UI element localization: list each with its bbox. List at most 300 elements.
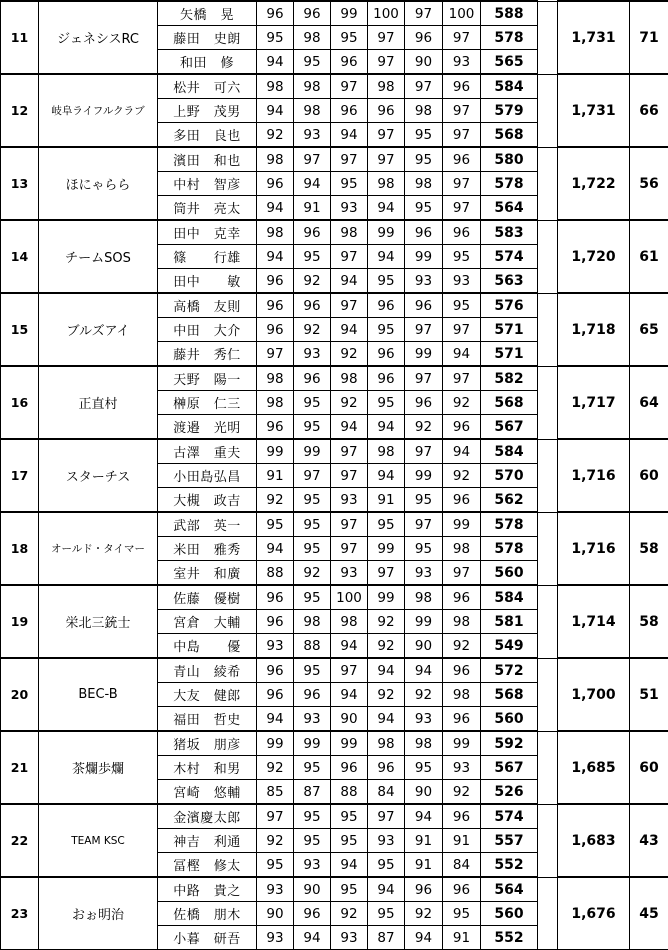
series-score: 96 <box>257 1 294 26</box>
series-score: 94 <box>368 707 405 732</box>
team-total: 1,718 <box>558 293 630 366</box>
series-score: 97 <box>331 464 368 488</box>
shooter-total: 578 <box>481 512 538 537</box>
series-score: 98 <box>294 99 331 123</box>
spacer-cell <box>538 147 558 172</box>
series-score: 97 <box>443 99 481 123</box>
shooter-total: 552 <box>481 926 538 950</box>
series-score: 94 <box>331 269 368 294</box>
series-score: 92 <box>443 780 481 805</box>
series-score: 94 <box>443 342 481 367</box>
series-score: 98 <box>257 147 294 172</box>
series-score: 94 <box>257 707 294 732</box>
shooter-name: 青山 綾希 <box>158 658 257 683</box>
series-score: 92 <box>257 829 294 853</box>
shooter-name: 多田 良也 <box>158 123 257 148</box>
team-name: 岐阜ライフルクラブ <box>39 74 158 147</box>
series-score: 92 <box>331 902 368 926</box>
spacer-cell <box>538 610 558 634</box>
spacer-cell <box>538 877 558 902</box>
series-score: 98 <box>257 366 294 391</box>
series-score: 96 <box>294 902 331 926</box>
team-total: 1,720 <box>558 220 630 293</box>
series-score: 99 <box>294 439 331 464</box>
series-score: 97 <box>368 147 405 172</box>
team-name: 正直村 <box>39 366 158 439</box>
shooter-total: 562 <box>481 488 538 513</box>
series-score: 88 <box>294 634 331 659</box>
spacer-cell <box>538 683 558 707</box>
shooter-total: 560 <box>481 707 538 732</box>
series-score: 98 <box>368 439 405 464</box>
series-score: 99 <box>257 439 294 464</box>
spacer-cell <box>538 366 558 391</box>
results-body <box>1 1 668 950</box>
shooter-total: 565 <box>481 50 538 75</box>
spacer-cell <box>538 804 558 829</box>
series-score: 96 <box>257 269 294 294</box>
shooter-name: 藤井 秀仁 <box>158 342 257 367</box>
series-score: 98 <box>368 172 405 196</box>
series-score: 99 <box>405 610 443 634</box>
series-score: 95 <box>331 829 368 853</box>
shooter-total: 563 <box>481 269 538 294</box>
shooter-name: 室井 和廣 <box>158 561 257 586</box>
series-score: 97 <box>405 439 443 464</box>
series-score: 95 <box>405 537 443 561</box>
series-score: 90 <box>405 50 443 75</box>
shooter-name: 冨樫 修太 <box>158 853 257 878</box>
series-score: 95 <box>294 658 331 683</box>
series-score: 98 <box>257 391 294 415</box>
series-score: 94 <box>368 658 405 683</box>
series-score: 92 <box>257 488 294 513</box>
series-score: 97 <box>331 439 368 464</box>
shooter-total: 578 <box>481 537 538 561</box>
team-total: 1,683 <box>558 804 630 877</box>
spacer-cell <box>538 537 558 561</box>
series-score: 94 <box>368 877 405 902</box>
series-score: 95 <box>331 172 368 196</box>
series-score: 95 <box>294 245 331 269</box>
spacer-cell <box>538 269 558 294</box>
series-score: 98 <box>405 585 443 610</box>
series-score: 100 <box>331 585 368 610</box>
series-score: 96 <box>405 26 443 50</box>
team-total: 1,731 <box>558 1 630 74</box>
shooter-total: 581 <box>481 610 538 634</box>
spacer-cell <box>538 99 558 123</box>
series-score: 97 <box>443 366 481 391</box>
series-score: 96 <box>443 877 481 902</box>
series-score: 99 <box>257 731 294 756</box>
series-score: 94 <box>331 318 368 342</box>
spacer-cell <box>538 123 558 148</box>
series-score: 96 <box>405 877 443 902</box>
series-score: 92 <box>368 610 405 634</box>
series-score: 92 <box>294 318 331 342</box>
team-total: 1,722 <box>558 147 630 220</box>
series-score: 91 <box>368 488 405 513</box>
series-score: 90 <box>294 877 331 902</box>
series-score: 98 <box>331 220 368 245</box>
series-score: 96 <box>368 293 405 318</box>
series-score: 99 <box>405 464 443 488</box>
team-total: 1,685 <box>558 731 630 804</box>
series-score: 96 <box>257 658 294 683</box>
series-score: 95 <box>331 804 368 829</box>
series-score: 97 <box>331 147 368 172</box>
shooter-name: 宮倉 大輔 <box>158 610 257 634</box>
shooter-total: 584 <box>481 585 538 610</box>
series-score: 98 <box>294 610 331 634</box>
series-score: 98 <box>443 537 481 561</box>
shooter-total: 578 <box>481 26 538 50</box>
series-score: 91 <box>405 829 443 853</box>
team-x-score: 71 <box>630 1 668 74</box>
series-score: 97 <box>331 245 368 269</box>
series-score: 94 <box>331 415 368 440</box>
series-score: 94 <box>331 123 368 148</box>
series-score: 95 <box>443 293 481 318</box>
team-x-score: 60 <box>630 439 668 512</box>
series-score: 96 <box>331 50 368 75</box>
series-score: 93 <box>443 269 481 294</box>
shooter-name: 猪坂 朋彦 <box>158 731 257 756</box>
series-score: 97 <box>443 318 481 342</box>
member-row <box>1 804 668 829</box>
series-score: 93 <box>331 561 368 586</box>
spacer-cell <box>538 780 558 805</box>
shooter-total: 568 <box>481 123 538 148</box>
series-score: 99 <box>405 342 443 367</box>
series-score: 97 <box>443 196 481 221</box>
team-total: 1,717 <box>558 366 630 439</box>
member-row <box>1 731 668 756</box>
member-row <box>1 512 668 537</box>
series-score: 97 <box>331 658 368 683</box>
series-score: 93 <box>405 707 443 732</box>
series-score: 94 <box>331 683 368 707</box>
shooter-total: 526 <box>481 780 538 805</box>
series-score: 91 <box>294 196 331 221</box>
series-score: 97 <box>368 804 405 829</box>
series-score: 90 <box>405 634 443 659</box>
member-row <box>1 147 668 172</box>
series-score: 97 <box>331 512 368 537</box>
shooter-total: 557 <box>481 829 538 853</box>
team-x-score: 58 <box>630 512 668 585</box>
series-score: 96 <box>294 293 331 318</box>
series-score: 96 <box>257 318 294 342</box>
series-score: 97 <box>443 561 481 586</box>
shooter-total: 584 <box>481 74 538 99</box>
series-score: 96 <box>294 683 331 707</box>
spacer-cell <box>538 391 558 415</box>
shooter-total: 578 <box>481 172 538 196</box>
shooter-name: 田中 克幸 <box>158 220 257 245</box>
shooter-name: 田中 敏 <box>158 269 257 294</box>
series-score: 88 <box>331 780 368 805</box>
series-score: 97 <box>405 1 443 26</box>
shooter-total: 564 <box>481 196 538 221</box>
series-score: 99 <box>331 1 368 26</box>
series-score: 96 <box>368 99 405 123</box>
team-name: おぉ明治 <box>39 877 158 950</box>
team-rank: 11 <box>1 1 39 74</box>
series-score: 98 <box>405 99 443 123</box>
team-rank: 20 <box>1 658 39 731</box>
series-score: 96 <box>405 293 443 318</box>
series-score: 97 <box>405 366 443 391</box>
series-score: 94 <box>368 196 405 221</box>
spacer-cell <box>538 220 558 245</box>
shooter-total: 570 <box>481 464 538 488</box>
series-score: 97 <box>257 342 294 367</box>
shooter-name: 米田 雅秀 <box>158 537 257 561</box>
series-score: 96 <box>443 415 481 440</box>
series-score: 97 <box>368 561 405 586</box>
team-rank: 16 <box>1 366 39 439</box>
series-score: 94 <box>405 658 443 683</box>
series-score: 93 <box>331 488 368 513</box>
series-score: 96 <box>443 220 481 245</box>
shooter-total: 592 <box>481 731 538 756</box>
team-rank: 15 <box>1 293 39 366</box>
spacer-cell <box>538 561 558 586</box>
series-score: 94 <box>257 99 294 123</box>
team-name: ジェネシスRC <box>39 1 158 74</box>
shooter-total: 568 <box>481 683 538 707</box>
series-score: 92 <box>331 391 368 415</box>
series-score: 96 <box>331 756 368 780</box>
spacer-cell <box>538 634 558 659</box>
series-score: 97 <box>294 147 331 172</box>
series-score: 97 <box>294 464 331 488</box>
series-score: 91 <box>443 926 481 950</box>
series-score: 96 <box>294 220 331 245</box>
series-score: 96 <box>257 415 294 440</box>
series-score: 91 <box>257 464 294 488</box>
team-rank: 14 <box>1 220 39 293</box>
spacer-cell <box>538 731 558 756</box>
series-score: 95 <box>294 585 331 610</box>
shooter-name: 佐橋 朋木 <box>158 902 257 926</box>
series-score: 93 <box>331 196 368 221</box>
series-score: 95 <box>294 391 331 415</box>
series-score: 99 <box>368 220 405 245</box>
team-total: 1,716 <box>558 439 630 512</box>
spacer-cell <box>538 829 558 853</box>
series-score: 96 <box>294 366 331 391</box>
shooter-total: 588 <box>481 1 538 26</box>
shooter-name: 高橋 友則 <box>158 293 257 318</box>
series-score: 95 <box>405 196 443 221</box>
team-x-score: 51 <box>630 658 668 731</box>
series-score: 96 <box>257 683 294 707</box>
series-score: 99 <box>294 731 331 756</box>
series-score: 94 <box>405 926 443 950</box>
series-score: 95 <box>368 318 405 342</box>
team-name: オールド・タイマー <box>39 512 158 585</box>
series-score: 94 <box>331 634 368 659</box>
series-score: 97 <box>405 512 443 537</box>
series-score: 93 <box>257 634 294 659</box>
series-score: 92 <box>257 756 294 780</box>
member-row <box>1 585 668 610</box>
team-total: 1,714 <box>558 585 630 658</box>
series-score: 95 <box>331 26 368 50</box>
series-score: 92 <box>443 464 481 488</box>
series-score: 92 <box>405 415 443 440</box>
series-score: 95 <box>294 804 331 829</box>
series-score: 98 <box>257 74 294 99</box>
shooter-name: 木村 和男 <box>158 756 257 780</box>
shooter-name: 宮崎 悠輔 <box>158 780 257 805</box>
spacer-cell <box>538 50 558 75</box>
series-score: 95 <box>405 488 443 513</box>
shooter-total: 552 <box>481 853 538 878</box>
series-score: 98 <box>331 366 368 391</box>
series-score: 94 <box>405 804 443 829</box>
series-score: 95 <box>368 269 405 294</box>
series-score: 98 <box>368 731 405 756</box>
series-score: 90 <box>257 902 294 926</box>
series-score: 96 <box>257 172 294 196</box>
series-score: 92 <box>368 683 405 707</box>
shooter-total: 576 <box>481 293 538 318</box>
shooter-total: 571 <box>481 342 538 367</box>
series-score: 92 <box>443 391 481 415</box>
series-score: 98 <box>405 172 443 196</box>
shooter-name: 大槻 政吉 <box>158 488 257 513</box>
team-x-score: 56 <box>630 147 668 220</box>
series-score: 99 <box>368 585 405 610</box>
shooter-total: 560 <box>481 902 538 926</box>
shooter-total: 572 <box>481 658 538 683</box>
series-score: 98 <box>405 731 443 756</box>
team-x-score: 43 <box>630 804 668 877</box>
series-score: 95 <box>294 756 331 780</box>
shooter-name: 武部 英一 <box>158 512 257 537</box>
shooter-total: 583 <box>481 220 538 245</box>
series-score: 94 <box>257 537 294 561</box>
team-name: BEC-B <box>39 658 158 731</box>
series-score: 93 <box>405 269 443 294</box>
spacer-cell <box>538 74 558 99</box>
spacer-cell <box>538 26 558 50</box>
team-rank: 12 <box>1 74 39 147</box>
series-score: 95 <box>294 488 331 513</box>
spacer-cell <box>538 196 558 221</box>
series-score: 96 <box>368 342 405 367</box>
series-score: 98 <box>294 26 331 50</box>
series-score: 95 <box>257 26 294 50</box>
series-score: 92 <box>331 342 368 367</box>
series-score: 97 <box>257 804 294 829</box>
member-row <box>1 658 668 683</box>
series-score: 96 <box>443 658 481 683</box>
spacer-cell <box>538 902 558 926</box>
series-score: 96 <box>443 74 481 99</box>
series-score: 94 <box>368 245 405 269</box>
series-score: 95 <box>368 902 405 926</box>
series-score: 95 <box>368 853 405 878</box>
series-score: 90 <box>405 780 443 805</box>
team-rank: 13 <box>1 147 39 220</box>
series-score: 94 <box>368 464 405 488</box>
series-score: 92 <box>294 269 331 294</box>
member-row <box>1 74 668 99</box>
series-score: 97 <box>331 293 368 318</box>
spacer-cell <box>538 488 558 513</box>
series-score: 95 <box>405 147 443 172</box>
shooter-name: 小田島弘昌 <box>158 464 257 488</box>
team-x-score: 58 <box>630 585 668 658</box>
shooter-total: 567 <box>481 756 538 780</box>
spacer-cell <box>538 512 558 537</box>
series-score: 96 <box>257 293 294 318</box>
series-score: 95 <box>257 512 294 537</box>
series-score: 93 <box>443 50 481 75</box>
series-score: 100 <box>443 1 481 26</box>
series-score: 98 <box>443 610 481 634</box>
team-rank: 19 <box>1 585 39 658</box>
spacer-cell <box>538 318 558 342</box>
series-score: 96 <box>443 147 481 172</box>
series-score: 88 <box>257 561 294 586</box>
spacer-cell <box>538 658 558 683</box>
series-score: 98 <box>331 610 368 634</box>
series-score: 92 <box>294 561 331 586</box>
series-score: 95 <box>257 853 294 878</box>
series-score: 91 <box>443 829 481 853</box>
shooter-name: 藤田 史朗 <box>158 26 257 50</box>
series-score: 95 <box>294 829 331 853</box>
shooter-name: 天野 陽一 <box>158 366 257 391</box>
team-rank: 23 <box>1 877 39 950</box>
series-score: 97 <box>368 123 405 148</box>
series-score: 98 <box>257 220 294 245</box>
series-score: 95 <box>294 512 331 537</box>
series-score: 97 <box>368 26 405 50</box>
shooter-name: 神吉 利通 <box>158 829 257 853</box>
team-x-score: 66 <box>630 74 668 147</box>
team-total: 1,700 <box>558 658 630 731</box>
series-score: 84 <box>368 780 405 805</box>
series-score: 96 <box>443 585 481 610</box>
series-score: 94 <box>257 50 294 75</box>
series-score: 98 <box>368 74 405 99</box>
series-score: 96 <box>443 804 481 829</box>
series-score: 94 <box>257 245 294 269</box>
team-rank: 22 <box>1 804 39 877</box>
series-score: 90 <box>331 707 368 732</box>
team-name: チームSOS <box>39 220 158 293</box>
series-score: 97 <box>443 123 481 148</box>
shooter-total: 574 <box>481 245 538 269</box>
spacer-cell <box>538 293 558 318</box>
member-row <box>1 877 668 902</box>
series-score: 99 <box>443 731 481 756</box>
team-rank: 21 <box>1 731 39 804</box>
series-score: 94 <box>294 172 331 196</box>
team-x-score: 60 <box>630 731 668 804</box>
series-score: 96 <box>443 707 481 732</box>
series-score: 93 <box>294 123 331 148</box>
series-score: 95 <box>405 756 443 780</box>
series-score: 95 <box>443 245 481 269</box>
